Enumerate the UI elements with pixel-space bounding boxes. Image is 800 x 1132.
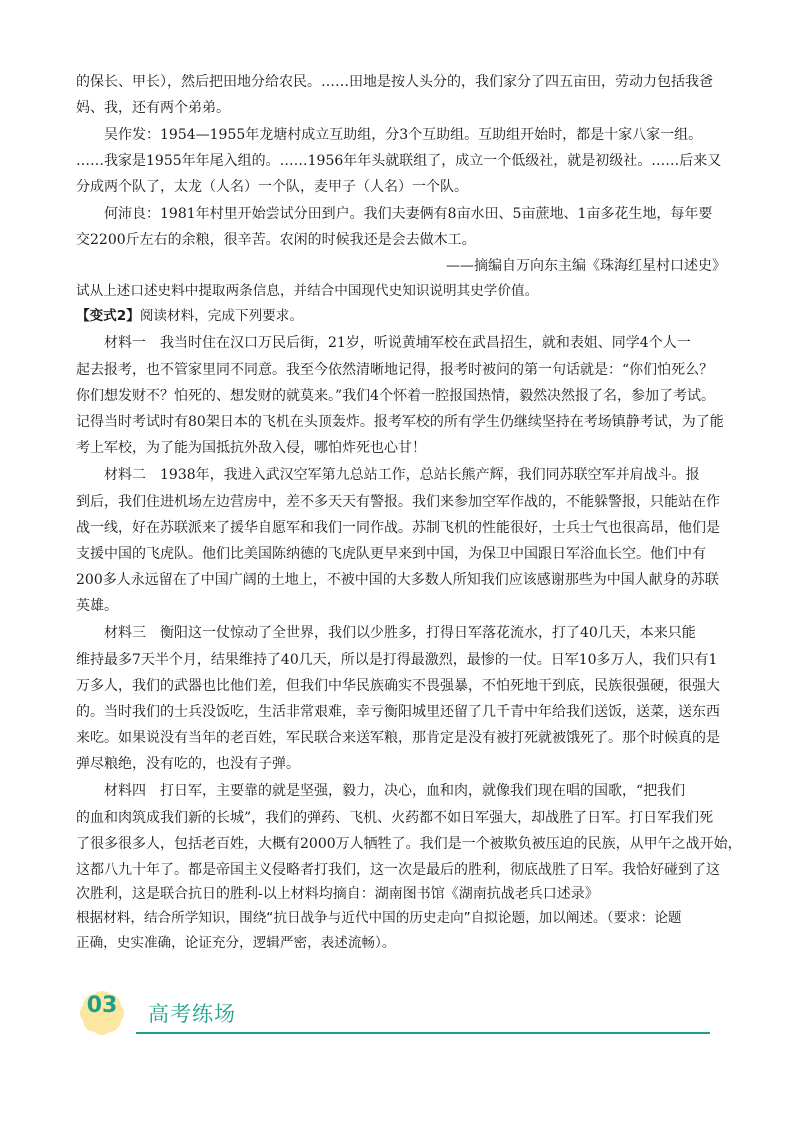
text-line: 到后，我们住进机场左边营房中，差不多天天有警报。我们来参加空军作战的，不能躲警报，只能站在作 bbox=[76, 494, 720, 510]
section-header bbox=[70, 986, 710, 1046]
text-line: 支援中国的飞虎队。他们比美国陈纳德的飞虎队更早来到中国，为保卫中国跟日军浴血长空。他们中有 bbox=[76, 546, 706, 562]
text-line: 何沛良：1981年村里开始尝试分田到户。我们夫妻俩有8亩水田、5亩蔗地、1亩多花生地，每年要 bbox=[104, 206, 713, 222]
text-line: 根据材料，结合所学知识，围绕“抗日战争与近代中国的历史走向”自拟论题，加以阐述。（要求：论题 bbox=[76, 910, 682, 926]
section-number: 03 bbox=[86, 993, 118, 1018]
text-line: 考上军校，为了能为国抵抗外敌入侵，哪怕炸死也心甘！ bbox=[76, 440, 426, 456]
text-line: 的保长、甲长），然后把田地分给农民。……田地是按人头分的，我们家分了四五亩田，劳动力包括我爸 bbox=[76, 74, 713, 90]
text-line: ——摘编自万向东主编《珠海红星村口述史》 bbox=[446, 258, 726, 274]
text-line: 材料三 衡阳这一仗惊动了全世界，我们以少胜多，打得日军落花流水，打了40几天，本来只能 bbox=[104, 625, 696, 641]
text-line: 弹尽粮绝，没有吃的，也没有子弹。 bbox=[76, 756, 300, 772]
text-line: 的血和肉筑成我们新的长城”，我们的弹药、飞机、火药都不如日军强大，却战胜了日军。打日军我们死 bbox=[76, 810, 714, 826]
text-line: 材料四 打日军，主要靠的就是坚强，毅力，决心，血和肉，就像我们现在唱的国歌，“把我们 bbox=[104, 783, 686, 799]
section-divider bbox=[136, 1032, 710, 1034]
text-line: 记得当时考试时有80架日本的飞机在头顶轰炸。报考军校的所有学生仍继续坚持在考场镇静考试，为了能 bbox=[76, 414, 724, 430]
text-line: 你们想发财不？怕死的、想发财的就莫来。”我们4个怀着一腔报国热情，毅然决然报了名，参加了考试。 bbox=[76, 388, 716, 404]
text-line: 妈、我，还有两个弟弟。 bbox=[76, 100, 230, 116]
text-line: 来吃。如果说没有当年的老百姓，军民联合来送军粮，那肯定是没有被打死就被饿死了。那个时候真的是 bbox=[76, 730, 720, 746]
text-line: 交2200斤左右的余粮，很辛苦。农闲的时候我还是会去做木工。 bbox=[76, 232, 476, 248]
text-line: 起去报考，也不管家里同不同意。我至今依然清晰地记得，报考时被问的第一句话就是：“你们怕死么？ bbox=[76, 362, 714, 378]
text-line: 万多人，我们的武器也比他们差，但我们中华民族确实不畏强暴，不怕死地干到底，民族很强硬，很强大 bbox=[76, 678, 720, 694]
text-line: 的。当时我们的士兵没饭吃，生活非常艰难，幸亏衡阳城里还留了几千青中年给我们送饭，送菜，送东西 bbox=[76, 704, 720, 720]
text-line: 这都八九十年了。都是帝国主义侵略者打我们，这一次是最后的胜利，彻底战胜了日军。我恰好碰到了这 bbox=[76, 862, 720, 878]
text-line: 材料一 我当时住在汉口万民后街，21岁，听说黄埔军校在武昌招生，就和表姐、同学4个人一 bbox=[104, 335, 691, 351]
text-line: 正确，史实准确，论证充分，逻辑严密，表述流畅）。 bbox=[76, 935, 396, 951]
text-line: 英雄。 bbox=[76, 598, 118, 614]
text-line: 次胜利，这是联合抗日的胜利-以上材料均摘自：湖南图书馆《湖南抗战老兵口述录》 bbox=[76, 886, 599, 902]
variant-instruction: 阅读材料，完成下列要求。 bbox=[139, 308, 303, 324]
text-line: 试从上述口述史料中提取两条信息，并结合中国现代史知识说明其史学价值。 bbox=[76, 283, 539, 299]
text-line: 材料二 1938年，我进入武汉空军第九总站工作，总站长熊产辉，我们同苏联空军并肩战斗。报 bbox=[104, 467, 700, 483]
section-title: 高考练场 bbox=[148, 1002, 236, 1026]
variant-label: 【变式2】 bbox=[76, 308, 140, 324]
text-line: 吴作发：1954—1955年龙塘村成立互助组，分3个互助组。互助组开始时，都是十家八家一组。 bbox=[104, 127, 703, 143]
text-line: 战一线，好在苏联派来了援华自愿军和我们一同作战。苏制飞机的性能很好，士兵士气也很高昂，他们是 bbox=[76, 520, 720, 536]
text-line: 分成两个队了，太龙（人名）一个队，麦甲子（人名）一个队。 bbox=[76, 179, 468, 195]
text-line: 维持最多7天半个月，结果维持了40几天，所以是打得最激烈，最惨的一仗。日军10多万人，我们只有1 bbox=[76, 652, 718, 668]
text-line: 了很多很多人，包括老百姓，大概有2000万人牺牲了。我们是一个被欺负被压迫的民族，从甲午之战开始， bbox=[76, 836, 742, 852]
text-line bbox=[76, 306, 726, 326]
text-line: ……我家是1955年年尾入组的。……1956年年头就联组了，成立一个低级社，就是初级社。……后来又 bbox=[76, 153, 722, 169]
text-line: 200多人永远留在了中国广阔的土地上，不被中国的大多数人所知我们应该感谢那些为中国人献身的苏联 bbox=[76, 572, 719, 588]
